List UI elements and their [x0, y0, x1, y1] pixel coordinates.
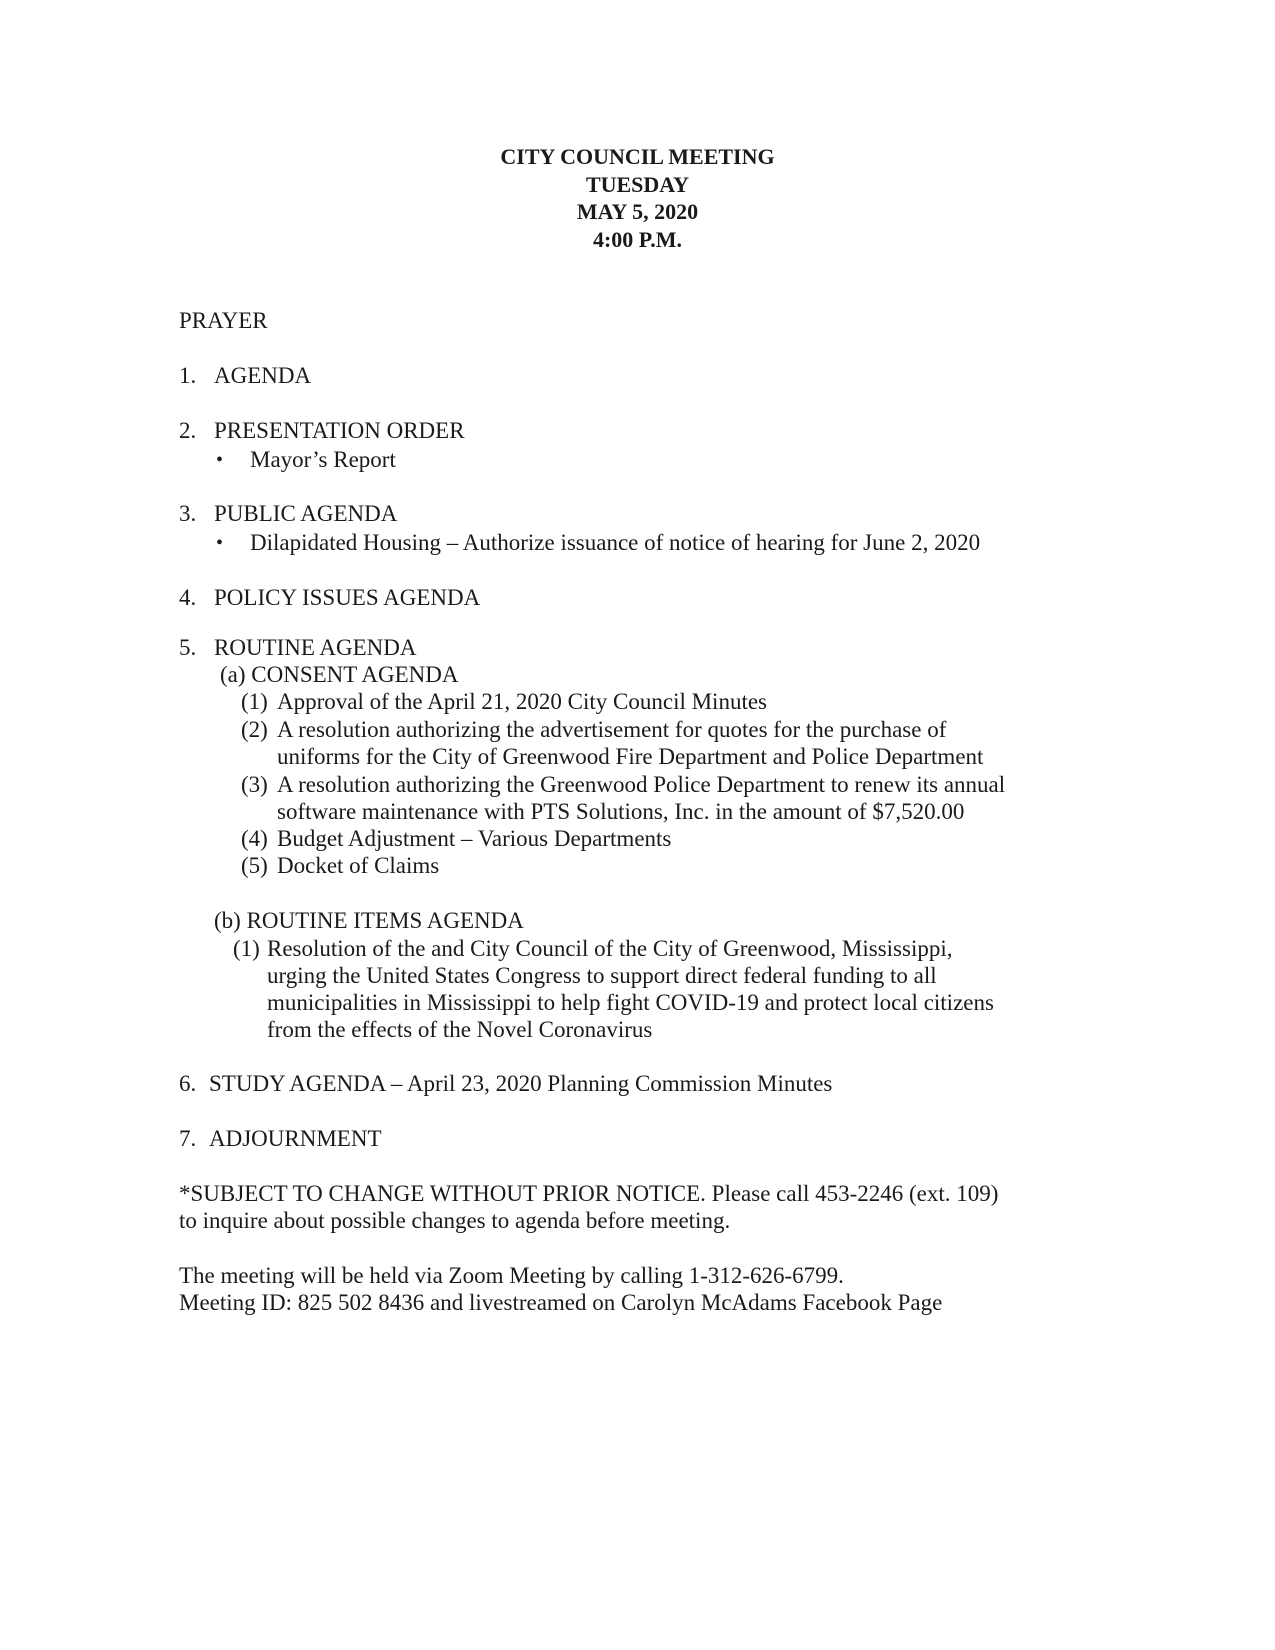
- consent-item-3-text-line1: A resolution authorizing the Greenwood Police Department to renew its annual: [277, 772, 1006, 797]
- bullet-icon: •: [216, 449, 224, 471]
- item-7-number: 7.: [179, 1126, 197, 1151]
- header-day: TUESDAY: [585, 171, 690, 197]
- bullet-icon: •: [216, 532, 224, 554]
- item-3-label: PUBLIC AGENDA: [214, 501, 398, 526]
- routine-item-1-text-line1: Resolution of the and City Council of the City of Greenwood, Mississippi,: [267, 936, 953, 961]
- item-4-label: POLICY ISSUES AGENDA: [214, 585, 481, 610]
- header-title: CITY COUNCIL MEETING: [500, 144, 775, 169]
- item-5-label: ROUTINE AGENDA: [214, 635, 417, 660]
- consent-item-5-text: Docket of Claims: [277, 853, 440, 878]
- routine-item-1-number: (1): [233, 936, 260, 961]
- consent-item-2-text-line2: uniforms for the City of Greenwood Fire Department and Police Department: [277, 744, 984, 769]
- header-time: 4:00 P.M.: [592, 226, 682, 252]
- prayer-heading: PRAYER: [179, 308, 268, 333]
- item-2-label: PRESENTATION ORDER: [214, 418, 465, 443]
- item-1-number: 1.: [179, 363, 197, 388]
- consent-item-1-number: (1): [241, 689, 268, 714]
- consent-item-5-number: (5): [241, 853, 268, 878]
- consent-item-2-text-line1: A resolution authorizing the advertisement for quotes for the purchase of: [277, 717, 947, 742]
- item-3-bullet-text: Dilapidated Housing – Authorize issuance of notice of hearing for June 2, 2020: [250, 530, 981, 555]
- item-3-number: 3.: [179, 501, 197, 526]
- item-5-number: 5.: [179, 635, 197, 660]
- item-1-label: AGENDA: [214, 363, 312, 388]
- item-6-number: 6.: [179, 1071, 197, 1096]
- header-date: MAY 5, 2020: [576, 199, 699, 224]
- consent-item-4-text: Budget Adjustment – Various Departments: [277, 826, 672, 851]
- consent-item-1-text: Approval of the April 21, 2020 City Council Minutes: [277, 689, 767, 714]
- notice-line-1: *SUBJECT TO CHANGE WITHOUT PRIOR NOTICE. Please call 453-2246 (ext. 109): [179, 1181, 999, 1206]
- zoom-info-line-2: Meeting ID: 825 502 8436 and livestreamed on Carolyn McAdams Facebook Page: [179, 1290, 943, 1315]
- item-4-number: 4.: [179, 585, 197, 610]
- consent-item-2-number: (2): [241, 717, 268, 742]
- routine-item-1-text-line2: urging the United States Congress to support direct federal funding to all: [267, 963, 937, 988]
- routine-items-heading: (b) ROUTINE ITEMS AGENDA: [214, 908, 524, 933]
- routine-item-1-text-line4: from the effects of the Novel Coronavirus: [267, 1017, 653, 1042]
- consent-item-3-text-line2: software maintenance with PTS Solutions, Inc. in the amount of $7,520.00: [277, 799, 965, 824]
- item-7-label: ADJOURNMENT: [209, 1126, 382, 1151]
- notice-line-2: to inquire about possible changes to agenda before meeting.: [179, 1208, 731, 1233]
- item-6-label: STUDY AGENDA – April 23, 2020 Planning Commission Minutes: [209, 1071, 833, 1096]
- consent-item-4-number: (4): [241, 826, 268, 851]
- zoom-info-line-1: The meeting will be held via Zoom Meeting by calling 1-312-626-6799.: [179, 1263, 844, 1288]
- meeting-header: [0, 143, 1275, 253]
- consent-agenda-heading: (a) CONSENT AGENDA: [220, 662, 459, 687]
- consent-item-3-number: (3): [241, 772, 268, 797]
- routine-item-1-text-line3: municipalities in Mississippi to help fight COVID-19 and protect local citizens: [267, 990, 994, 1015]
- item-2-bullet-text: Mayor’s Report: [250, 447, 396, 472]
- item-2-number: 2.: [179, 418, 197, 443]
